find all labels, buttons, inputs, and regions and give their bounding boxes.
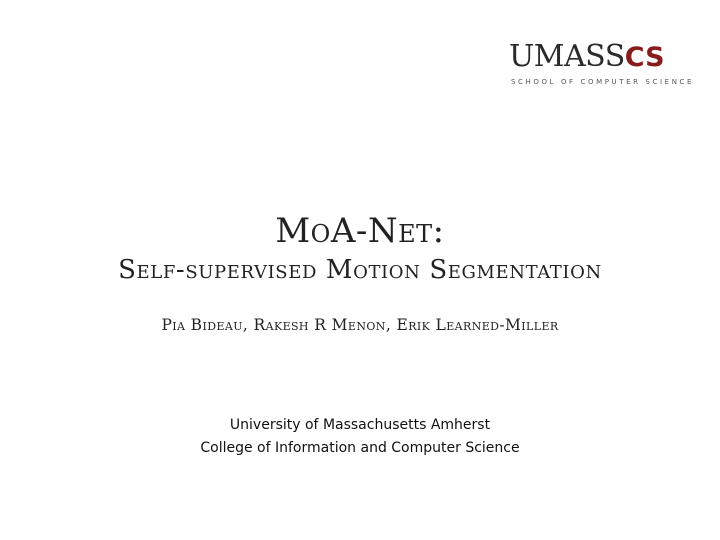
umass-cs-logo (509, 39, 695, 90)
affiliation-college: College of Information and Computer Science (200, 440, 520, 456)
logo-umass-text: UMASS (509, 39, 625, 74)
logo-tagline: SCHOOL OF COMPUTER SCIENCE (511, 78, 695, 86)
slide-title: MoA-Net: (275, 211, 445, 251)
logo-wordmark (509, 40, 665, 75)
logo-cs-text: CS (624, 42, 665, 73)
affiliation-university: University of Massachusetts Amherst (229, 417, 491, 433)
author-list: Pia Bideau, Rakesh R Menon, Erik Learned-Miller (161, 316, 559, 334)
slide-subtitle: Self-supervised Motion Segmentation (118, 255, 602, 285)
